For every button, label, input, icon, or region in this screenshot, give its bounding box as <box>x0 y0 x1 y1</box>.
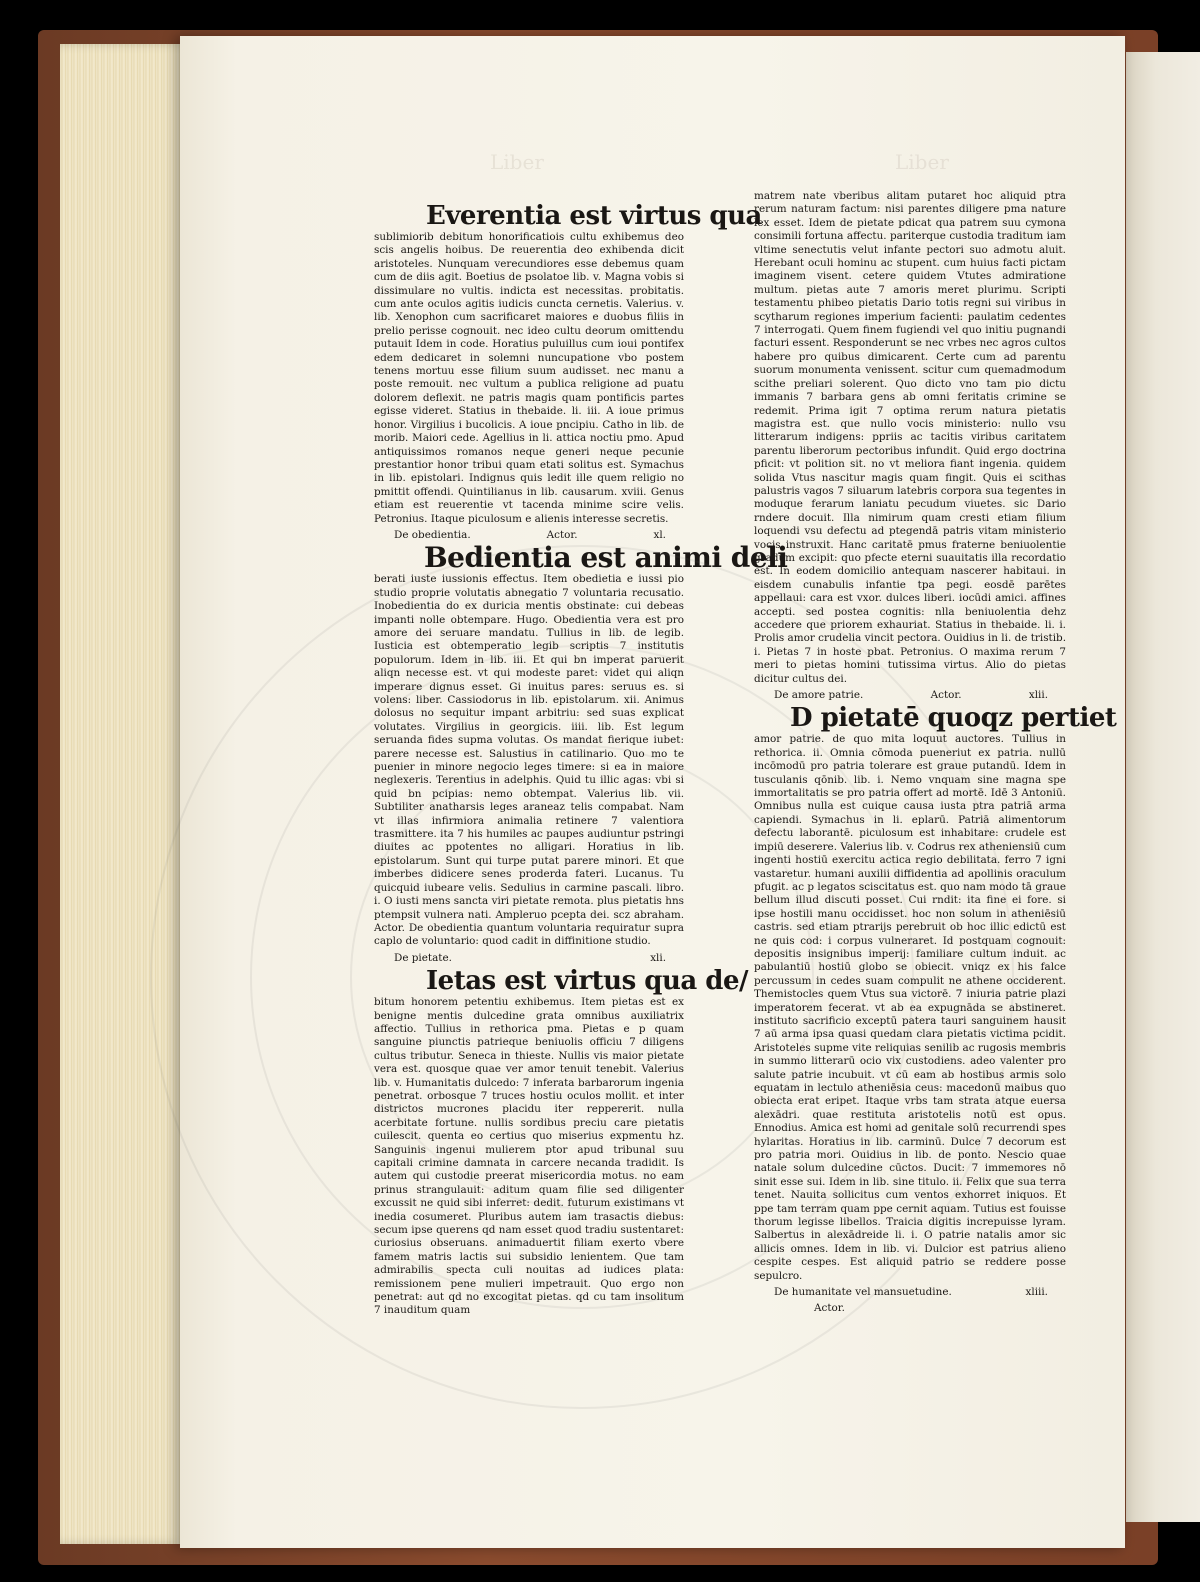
pietate-heading-number: xli. <box>650 951 666 964</box>
running-head-right: Liber <box>895 150 949 174</box>
amore-patrie-heading-actor: Actor. <box>930 689 962 702</box>
obedientia-heading <box>374 529 684 542</box>
right-column <box>754 190 1117 1315</box>
obedientia-heading-title: De obedientia. <box>394 528 471 541</box>
running-head-left: Liber <box>490 150 544 174</box>
humanitate-heading-title: De humanitate vel mansuetudine. <box>774 1286 952 1299</box>
humanitate-actor: Actor. <box>814 1301 845 1314</box>
reverentia-text: sublimiorib debitum honorificatiois cultu exhibemus deo scis angelis hoibus. De reuerentia deo exhibenda dicit aristoteles. Nunquam verecundiores esse debemus quam cum de diis agit. Boetius de psolatoe lib. v. Magna vobis si dissimulare no vultis. indicta est necessitas. probitatis. cum ante oculos agitis iudicis cuncta cernetis. Valerius. v. lib. Xenophon cum sacrificaret maiores e duobus filiis in prelio perisse cognouit. nec ideo cultu deorum omittendu putauit Idem in code. Horatius puluillus cum ioui pontifex edem dedicaret in solemni nuncupatione vbo postem tenens mortuu esse filium suum audisset. nec manu a poste remouit. nec vultum a publica religione ad puatu dolorem deflexit. ne patris magis quam pontificis partes egisse videret. Statius in thebaide. li. iii. A ioue primus honor. Virgilius i bucolicis. A ioue pncipiu. Catho in lib. de morib. Maiori cede. Agellius in li. attica noctiu pmo. Apud antiquissimos romanos neque generi neque pecunie prestantior honor tribui quam etati solitus est. Symachus in lib. epistolari. Indignus quis ledit ille quem religio no pmittit offendi. Quintilianus in lib. causarum. xviii. Genus etiam est reuerentie vt tacenda minime scire velis. Petronius. Itaque piculosum e alienis interesse secretis. <box>374 231 684 525</box>
left-column <box>374 200 788 1319</box>
humanitate-heading-number: xliii. <box>1025 1286 1048 1299</box>
amore-patrie-heading <box>754 689 1066 702</box>
amor-patrie-initial-line: D pietatē quoqz pertiet <box>790 703 1117 734</box>
pietas-text: bitum honorem petentiu exhibemus. Item pietas est ex benigne mentis dulcedine grata omnibus auxiliatrix affectio. Tullius in rethorica pma. Pietas e p quam sanguine piunctis patrieque beniuolis officiu 7 diligens cultus tributur. Seneca in thieste. Nullis vis maior pietate vera est. quosque quae ver amor tenuit tenebit. Valerius lib. v. Humanitatis dulcedo: 7 inferata barbarorum ingenia penetrat. orbosque 7 truces hostiu oculos mollit. et inter districtos mucrones placidu iter reppererit. nulla acerbitate fortune. nullis sordibus preciu care pietatis cuilescit. quenta eo certius quo miserius expmentu hz. Sanguinis ingenui mulierem ptor apud tribunal suu capitali crimine damnata in carcere necanda tradidit. Is autem qui custodie preerat misericordia motus. no eam prinus strangulauit: aditum quam filie sed diligenter excussit ne quid sibi inferret: dedit. futurum existimans vt inedia cosumeret. Pluribus autem iam trasactis diebus: secum ipse querens qd nam esset quod tradiu sustentaret: curiosius obseruans. animaduertit filiam exerto vbere famem matris lactis sui subsidio lenientem. Que tam admirabilis specta culi nouitas ad iudices plata: remissionem pene mulieri impetrauit. Quo ergo non penetrat: aut qd no excogitat pietas. qd cu tam insolitum 7 inauditum quam <box>374 996 684 1317</box>
obedientia-initial-line: Bedientia est animi deli <box>424 541 788 575</box>
pietate-heading <box>374 952 684 965</box>
amor-patrie-text: amor patrie. de quo mita loquut auctores. Tullius in rethorica. ii. Omnia cōmoda pueneriut ex patria. nullū incōmodū pro patria tolerare est graue putandū. Idem in tusculanis qōnib. lib. i. Nemo vnquam sine magna spe immortalitatis se pro patria offert ad mortē. Idē 3 Antoniū. Omnibus nulla est cuique causa iusta ptra patriā arma capiendi. Symachus in li. eplarū. Patriā alimentorum defectu laborantē. piculosum est inhabitare: crudele est impiū deserere. Valerius lib. v. Codrus rex atheniensiū cum ingenti hostiū exercitu actica regio debilitata. ferro 7 igni vastaretur. humani auxilii diffidentia ad apollinis oraculum pfugit. ac p legatos sciscitatus est. quo nam modo tā graue bellum illud discuti posset. Cui rndit: ita fine ei fore. si ipse hostili manu occidisset. hoc non solum in atheniēsiū castris. sed etiam ptrarijs perebruit ob hoc illic edictū est ne quis cod: i corpus vulneraret. Id postquam cognouit: depositis insignibus imperij: familiare cultum induit. ac pabulantiū hostiū globo se obiecit. vniqz ex his falce percussum in cedes suam compulit ne athene occiderent. Themistocles quem Vtus sua victorē. 7 iniuria patrie plazi imperatorem fecerat. vt ab ea expugnāda se abstineret. instituto sacrificio exceptū patera tauri sanguinem hausit 7 aū arma ipsa quasi quedam clara pietatis victima pcidit. Aristoteles supme vite reliquias senilib ac rugosis membris in summo litterarū ocio vix custodiens. adeo valenter pro salute patrie incubuit. vt cū eam ab hostibus armis solo equatam in lectulo atheniēsia ceus: macedonū maibus quo obiecta erat eripet. Itaque vrbs tam strata atque euersa alexādri. quae restituta aristotelis notū est opus. Ennodius. Amica est homi ad genitale solū recurrendi spes hylaritas. Horatius in lib. carminū. Dulce 7 decorum est pro patria mori. Ouidius in lib. de ponto. Nescio quae natale solum dulcedine cūctos. Ducit: 7 immemores nō sinit esse sui. Idem in lib. sine titulo. ii. Felix que sua terra tenet. Nauita sollicitus cum ventos exhorret iniquos. Et ppe tam terram quam ppe cernit aquam. Tutius est fouisse thorum legisse libellos. Traicia digitis increpuisse lyram. Salbertus in alexādreide li. i. O patrie natalis amor sic allicis omnes. Idem in lib. vi. Dulcior est patrius alieno cespite cespes. Est aliquid patrio se reddere posse sepulcro. <box>754 733 1066 1282</box>
obedientia-text: berati iuste iussionis effectus. Item obedietia e iussi pio studio proprie volutatis abnegatio 7 voluntaria recusatio. Inobedientia do ex duricia mentis obstinate: cui debeas impanti nolle obtempare. Hugo. Obedientia vera est pro amore dei seruare mandatu. Tullius in lib. de legib. Iusticia est obtemperatio legib scriptis 7 institutis populorum. Idem in lib. iii. Et qui bn imperat paruerit aliqn necesse est. vt qui modeste paret: videt qui aliqn imperare dignus esset. Gi inuitus pares: seruus es. si volens: liber. Cassiodorus in lib. epistolarum. xii. Animus dolosus no sequitur impant arbitriu: sed suas explicat volutates. Virgilius in georgicis. iiii. lib. Est legum seruanda fides supma volutas. Os mandat fierique iubet: parere necesse est. Salustius in catilinario. Quo mo te puenier in minore negocio leges timere: si ea in maiore neglexeris. Terentius in adelphis. Quid tu illic agas: vbi si quid bn pcipias: nemo obtempat. Valerius lib. vii. Subtiliter anatharsis leges araneaz telis compabat. Nam vt illas infirmiora animalia retinere 7 valentiora trasmittere. ita 7 his humiles ac paupes audiuntur pstringi diuites ac ppotentes no alligari. Horatius in lib. epistolarum. Sunt qui turpe putat parere minori. Et que imberbes didicere senes proderda fateri. Lucanus. Tu quicquid iubeare velis. Sedulius in carmine pascali. libro. i. O iusti mens sancta viri pietate remota. plus pietatis hns ptempsit vulnera nati. Ampleruo pcepta dei. scz abraham. Actor. De obedientia quantum voluntaria requiratur supra caplo de voluntario: quod cadit in diffinitione studio. <box>374 573 684 948</box>
facing-page-edge <box>1126 52 1200 1522</box>
pietas-initial-line: Ietas est virtus qua de/ <box>426 966 748 997</box>
pietate-heading-title: De pietate. <box>394 951 452 964</box>
obedientia-heading-number: xl. <box>653 528 666 541</box>
page-edges <box>60 44 200 1544</box>
amore-patrie-heading-title: De amore patrie. <box>774 689 864 702</box>
obedientia-heading-actor: Actor. <box>546 528 578 541</box>
reverentia-initial-line: Everentia est virtus qua <box>426 201 762 231</box>
humanitate-heading <box>754 1286 1066 1299</box>
amore-patrie-heading-number: xlii. <box>1028 689 1048 702</box>
pietas-continuation-text: matrem nate vberibus alitam putaret hoc aliquid ptra rerum naturam factum: nisi parentes diligere pma nature lex esset. Idem de pietate pdicat qua patrem suu cymona consimili fortuna affectu. pariterque custodia traditum iam vltime senectutis velut infante pectori suo admotu aluit. Herebant oculi hominu ac stupent. cum huius facti pictam imaginem visent. cetere quidem Vtutes admiratione multum. pietas aute 7 amoris meret plurimu. Scripti testamentu phibeo pietatis Dario totis regni sui viribus in scytharum regiones imperium facienti: paulatim cedentes 7 interrogati. Quem finem fugiendi vel quo initiu pugnandi facturi essent. Responderunt se nec vrbes nec agros cultos habere pro quibus dimicarent. Certe cum ad parentu suorum monumenta venissent. scitur cum quemadmodum scithe preliari solerent. Quo dicto vno tam pio dictu immanis 7 barbara gens ab omni feritatis crimine se redemit. Prima igit 7 optima rerum natura pietatis magistra est. que nullo vocis ministerio: nullo vsu litterarum indigens: ppriis ac tacitis viribus caritatem parentu liberorum pectoribus infundit. Quid ergo doctrina pficit: vt polition sit. no vt meliora fiant ingenia. quidem solida Vtus nascitur magis quam fingit. Quis ei scithas palustris vagos 7 siluarum latebris corpora sua tegentes in moduque ferarum laniatu pecudum viuetes. sic Dario rndere docuit. Illa nimirum quam cresti etiam filium loquendi vsu defectu ad ptegendā patris vitam ministerio vocis instruxit. Hanc caritatē pmus fraterne beniuolentie gradum excipit: quo pfecte eterni suauitatis illa recordatio est. In eodem domicilio antequam nascerer habitaui. in eisdem cunabulis infantie tpa pegi. eosdē parētes appellaui: cara est vxor. dulces liberi. iocūdi amici. affines accepti. sed postea cognitis: nlla beniuolentia dehz accedere que priorem exhauriat. Statius in thebaide. li. i. Prolis amor crudelia vincit pectora. Ouidius in li. de tristib. i. Pietas 7 in hoste pbat. Petronius. O maxima rerum 7 meri to pietas homini tutissima virtus. Alio do pietas dicitur cultus dei. <box>754 190 1066 685</box>
